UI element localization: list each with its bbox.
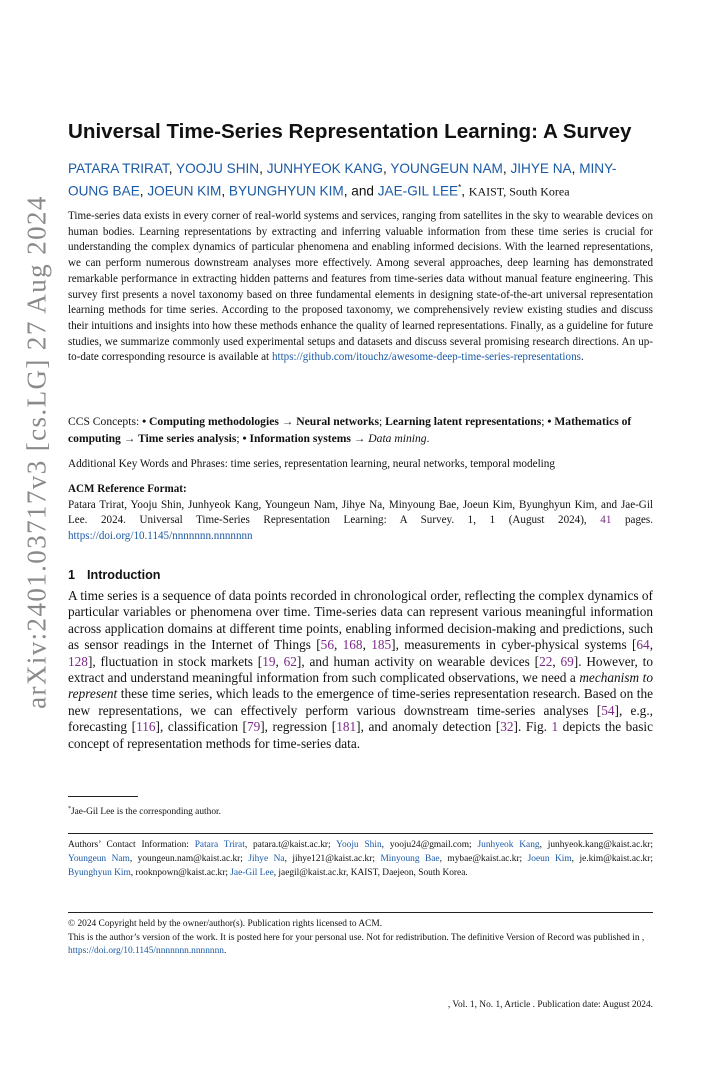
intro-text: ]. Fig. bbox=[513, 719, 552, 735]
contacts-rule bbox=[68, 833, 653, 834]
footnote-text: Jae-Gil Lee is the corresponding author. bbox=[71, 807, 221, 818]
contact-name-link[interactable]: Byunghyun Kim bbox=[68, 868, 131, 878]
citation-link[interactable]: 64 bbox=[636, 637, 650, 653]
resource-link[interactable]: https://github.com/itouchz/awesome-deep-time-series-representations bbox=[271, 351, 581, 364]
intro-text: A time series is a sequence of data points recorded in chronological order, reflecting the complex dynamics of particular variables or phenomena over time. Time-series data can represent various meaningful information across application domains at different time points, enabling informed decision-making and predictions, such as sensor readings in the Internet of Things [ bbox=[68, 588, 653, 653]
abstract-text: Time-series data exists in every corner of real-world systems and services, ranging from satellites in the sky to wearable devices on human bodies. Learning representations by extracting and inferring valuable information from these time series is crucial for understanding the complex dynamics of particular phenomena and enabling informed decisions. With the learned representations, we can perform numerous downstream analyses more effectively. Among several approaches, deep learning has demonstrated remarkable performance in extracting hidden patterns and features from time-series data without manual feature engineering. This survey first presents a novel taxonomy based on three fundamental elements in designing state-of-the-art universal representation learning methods for time series. According to the proposed taxonomy, we comprehensively review existing studies and discuss their intuitions and insights into how these methods enhance the quality of learned representations. Finally, as a guideline for future studies, we summarize commonly used experimental setups and datasets and discuss several promising research directions. An up-to-date corresponding resource is available at bbox=[68, 210, 653, 364]
intro-text: depicts the basic concept of representation methods for time-series data. bbox=[68, 719, 654, 751]
figure-link[interactable]: 1 bbox=[551, 719, 559, 735]
copyright-line: © 2024 Copyright held by the owner/author(s). Publication rights licensed to ACM. bbox=[68, 919, 383, 929]
pages-word: pages. bbox=[611, 514, 654, 526]
abstract bbox=[68, 209, 653, 366]
author-link[interactable]: YOUNGEUN NAM bbox=[390, 161, 503, 176]
citation-link[interactable]: 185 bbox=[371, 637, 392, 653]
doi-link[interactable]: https://doi.org/10.1145/nnnnnnn.nnnnnnn bbox=[68, 946, 224, 957]
citation-link[interactable]: 116 bbox=[136, 719, 156, 735]
arxiv-identifier: arXiv:2401.03717v3 [cs.LG] 27 Aug 2024 bbox=[21, 195, 52, 709]
intro-text: ], and human activity on wearable devices [ bbox=[296, 653, 540, 669]
author-link[interactable]: MINY-OUNG BAE bbox=[68, 161, 617, 199]
ccs-separator: ; bbox=[541, 415, 545, 428]
ccs-end: . bbox=[426, 432, 430, 445]
contact-email: , junhyeok.kang@kaist.ac.kr; bbox=[539, 840, 653, 850]
contact-name-link[interactable]: Junhyeok Kang bbox=[477, 840, 540, 850]
contact-email: , je.kim@kaist.ac.kr; bbox=[571, 854, 653, 864]
author-link[interactable]: JUNHYEOK KANG bbox=[266, 161, 384, 176]
contact-name-link[interactable]: Patara Trirat bbox=[194, 840, 245, 850]
author-conjunction: and bbox=[351, 183, 374, 199]
intro-text: ], regression [ bbox=[260, 719, 337, 735]
ccs-concept: • Information systems → bbox=[242, 432, 366, 445]
page-footer: , Vol. 1, No. 1, Article . Publication date: August 2024. bbox=[447, 1000, 653, 1010]
contact-email: , mybae@kaist.ac.kr; bbox=[439, 854, 528, 864]
copyright-line: This is the author’s version of the work. It is posted here for your personal use. Not for redistribution. The definitive Version of Record was published in , bbox=[68, 932, 645, 943]
affiliation: KAIST, South Korea bbox=[468, 184, 570, 199]
copyright-notice bbox=[68, 918, 653, 959]
intro-text: ], e.g., forecasting [ bbox=[68, 702, 653, 735]
author-link[interactable]: BYUNGHYUN KIM bbox=[228, 183, 344, 199]
ccs-label: CCS Concepts: bbox=[68, 415, 140, 428]
citation-link[interactable]: 62 bbox=[283, 653, 297, 669]
contact-name-link[interactable]: Joeun Kim bbox=[527, 854, 572, 864]
copyright-rule bbox=[68, 912, 653, 913]
citation-link[interactable]: 22 bbox=[539, 653, 553, 669]
footnote-mark: * bbox=[68, 806, 71, 812]
acm-reference-heading: ACM Reference Format: bbox=[68, 483, 187, 495]
contact-email: , patara.t@kaist.ac.kr; bbox=[244, 840, 337, 850]
paper-title: Universal Time-Series Representation Learning: A Survey bbox=[68, 120, 632, 143]
contact-name-link[interactable]: Jae-Gil Lee bbox=[230, 868, 274, 878]
intro-text: ], measurements in cyber-physical systems [ bbox=[391, 637, 637, 653]
contact-name-link[interactable]: Yooju Shin bbox=[336, 840, 382, 850]
section-title: Introduction bbox=[87, 568, 161, 582]
section-heading bbox=[68, 568, 160, 582]
intro-text: ], fluctuation in stock markets [ bbox=[87, 653, 263, 669]
author-list: PATARA TRIRAT, YOOJU SHIN, JUNHYEOK KANG, YOUNGEUN NAM, JIHYE NA, MINY-OUNG BAE, JOEUN KIM, BYUNGHYUN KIM, and JAE-GIL LEE*, KAIST, South Korea bbox=[68, 161, 617, 199]
author-link[interactable]: YOOJU SHIN bbox=[176, 161, 260, 176]
section-number: 1 bbox=[68, 568, 76, 582]
contact-email: , jaegil@kaist.ac.kr, KAIST, Daejeon, South Korea. bbox=[273, 868, 468, 878]
acm-reference-text: Patara Trirat, Yooju Shin, Junhyeok Kang, Youngeun Nam, Jihye Na, Minyoung Bae, Joeun Kim, Byunghyun Kim, and Jae-Gil Lee. 2024. Universal Time-Series Representation Learning: A Survey. 1, 1 (August 2024), bbox=[68, 498, 653, 526]
ccs-separator: ; bbox=[236, 432, 240, 445]
citation-link[interactable]: 32 bbox=[500, 719, 514, 735]
copyright-end: . bbox=[224, 946, 227, 957]
abstract-period: . bbox=[580, 351, 584, 364]
citation-link[interactable]: 128 bbox=[68, 653, 88, 669]
ccs-concepts bbox=[68, 413, 653, 447]
citation-link[interactable]: 69 bbox=[560, 653, 574, 669]
intro-text: ], classification [ bbox=[155, 719, 247, 735]
citation-link[interactable]: 168 bbox=[342, 637, 363, 653]
ccs-concept: • Computing methodologies → Neural networks bbox=[142, 415, 379, 428]
contact-email: , rooknpown@kaist.ac.kr; bbox=[130, 868, 231, 878]
corresponding-mark: * bbox=[458, 183, 462, 192]
author-link[interactable]: JIHYE NA bbox=[510, 161, 572, 176]
ccs-separator: ; bbox=[379, 415, 383, 428]
ccs-concept-italic: Data mining bbox=[368, 432, 427, 445]
citation-link[interactable]: 181 bbox=[336, 719, 357, 735]
keywords: Additional Key Words and Phrases: time series, representation learning, neural networks, temporal modeling bbox=[68, 458, 555, 470]
contact-email: , jihye121@kaist.ac.kr; bbox=[284, 854, 381, 864]
author-link[interactable]: JAE-GIL LEE bbox=[377, 183, 459, 199]
author-link[interactable]: PATARA TRIRAT bbox=[68, 161, 169, 176]
intro-text: ], and anomaly detection [ bbox=[356, 719, 501, 735]
contact-name-link[interactable]: Jihye Na bbox=[248, 854, 285, 864]
ccs-concept: • Mathematics of computing → Time series analysis bbox=[68, 415, 632, 445]
intro-text: these time series, which leads to the emergence of time-series representation research. Based on the new representations, we can effectively perform various downstream time-series analyses [ bbox=[68, 686, 653, 718]
emphasis: mechanism to represent bbox=[68, 670, 653, 702]
contact-email: , yooju24@gmail.com; bbox=[381, 840, 478, 850]
author-link[interactable]: JOEUN KIM bbox=[147, 183, 222, 199]
citation-link[interactable]: 56 bbox=[320, 637, 334, 653]
intro-text: ]. However, to extract and understand meaningful information from such complicated observations, we need a bbox=[68, 653, 653, 686]
citation-link[interactable]: 19 bbox=[262, 653, 276, 669]
acm-reference-format bbox=[68, 482, 653, 544]
contact-name-link[interactable]: Youngeun Nam bbox=[68, 854, 130, 864]
doi-link[interactable]: https://doi.org/10.1145/nnnnnnn.nnnnnnn bbox=[68, 529, 253, 542]
contacts-label: Authors’ Contact Information: bbox=[68, 840, 195, 850]
citation-link[interactable]: 54 bbox=[601, 702, 615, 718]
citation-link[interactable]: 79 bbox=[246, 719, 261, 735]
page-count-link[interactable]: 41 bbox=[600, 514, 612, 526]
author-contacts bbox=[68, 838, 653, 880]
footnote bbox=[68, 803, 653, 819]
contact-name-link[interactable]: Minyoung Bae bbox=[380, 854, 440, 864]
ccs-concept: Learning latent representations bbox=[385, 415, 542, 428]
intro-paragraph: A time series is a sequence of data points recorded in chronological order, reflecting the complex dynamics of particular variables or phenomena over time. Time-series data can represent various meaningful information across application domains at different time points, enabling informed decision-making and predictions, such as sensor readings in the Internet of Things [56, 168, 185], measurements in cyber-physical systems [64, 128], fluctuation in stock markets [19, 62], and human activity on wearable devices [22, 69]. However, to extract and understand meaningful information from such complicated observations, we need a mechanism to represent these time series, which leads to the emergence of time-series representation research. Based on the new representations, we can effectively perform various downstream time-series analyses [54], e.g., forecasting [116], classification [79], regression [181], and anomaly detection [32]. Fig. 1 depicts the basic concept of representation methods for time-series data. bbox=[68, 588, 654, 751]
footnote-rule bbox=[68, 796, 138, 797]
contact-email: , youngeun.nam@kaist.ac.kr; bbox=[129, 854, 249, 864]
arxiv-stamp bbox=[0, 0, 74, 1067]
